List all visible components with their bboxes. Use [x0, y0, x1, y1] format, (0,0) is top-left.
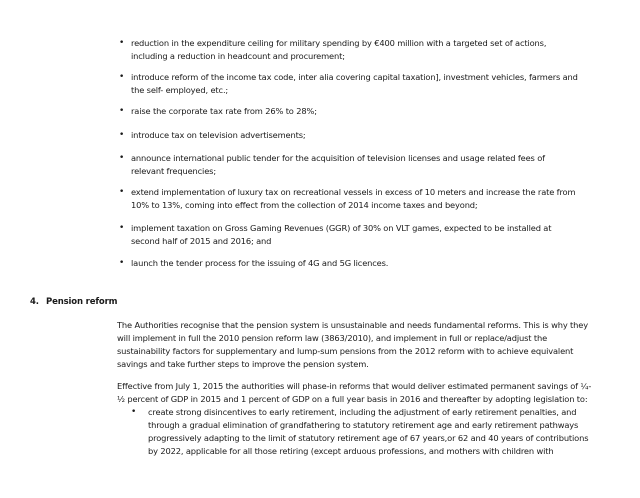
bullet-line: reduction in the expenditure ceiling for military spending by €400 million with a targeted set of actions,	[131, 38, 547, 48]
bullet-line: raise the corporate tax rate from 26% to 28%;	[131, 106, 317, 116]
bullet-line: extend implementation of luxury tax on recreational vessels in excess of 10 meters and increase the rate from	[131, 187, 576, 197]
section-heading	[30, 296, 117, 309]
bullet-icon: •	[119, 130, 125, 140]
bullet-item	[119, 37, 591, 63]
bullet-line: create strong disincentives to early retirement, including the adjustment of early retirement penalties, and	[148, 407, 577, 417]
bullet-item	[119, 129, 591, 142]
bullet-item	[119, 152, 591, 178]
pension-paragraph-1	[117, 319, 617, 371]
bullet-line: progressively adapting to the limit of statutory retirement age of 67 years,or 62 and 40 years of contributions	[148, 433, 589, 443]
paragraph-line: savings and take further steps to improve the pension system.	[117, 359, 369, 369]
bullet-line: 10% to 13%, coming into effect from the collection of 2014 income taxes and beyond;	[131, 200, 478, 210]
bullet-line: relevant frequencies;	[131, 166, 216, 176]
bullet-line: introduce tax on television advertisements;	[131, 130, 306, 140]
bullet-item	[119, 222, 591, 248]
bullet-icon: •	[119, 223, 125, 233]
section-title: Pension reform	[46, 297, 118, 307]
paragraph-line: Effective from July 1, 2015 the authorities will phase-in reforms that would deliver estimated permanent savings of ¼-	[117, 381, 592, 391]
paragraph-line: sustainability factors for supplementary and lump-sum pensions from the 2012 reform with to achieve equivalent	[117, 346, 574, 356]
bullet-icon: •	[119, 38, 125, 48]
bullet-icon: •	[119, 106, 125, 116]
paragraph-line: will implement in full the 2010 pension reform law (3863/2010), and implement in full or replace/adjust the	[117, 333, 548, 343]
bullet-line: the self- employed, etc.;	[131, 85, 229, 95]
bullet-item	[119, 257, 591, 270]
pension-bullet-item	[131, 406, 618, 458]
bullet-line: introduce reform of the income tax code, inter alia covering capital taxation], investment vehicles, farmers and	[131, 72, 578, 82]
bullet-line: including a reduction in headcount and procurement;	[131, 51, 345, 61]
bullet-icon: •	[119, 153, 125, 163]
paragraph-line: ½ percent of GDP in 2015 and 1 percent of GDP on a full year basis in 2016 and thereafter by adopting legislation to:	[117, 394, 588, 404]
bullet-line: announce international public tender for the acquisition of television licenses and usage related fees of	[131, 153, 545, 163]
pension-paragraph-2	[117, 380, 617, 406]
bullet-icon: •	[119, 72, 125, 82]
bullet-line: through a gradual elimination of grandfathering to statutory retirement age and early retirement pathways	[148, 420, 579, 430]
bullet-line: second half of 2015 and 2016; and	[131, 236, 272, 246]
bullet-icon: •	[119, 258, 125, 268]
bullet-icon: •	[131, 407, 137, 417]
bullet-item	[119, 186, 591, 212]
section-number: 4.	[30, 297, 39, 307]
bullet-item	[119, 105, 591, 118]
bullet-icon: •	[119, 187, 125, 197]
bullet-item	[119, 71, 591, 97]
paragraph-line: The Authorities recognise that the pension system is unsustainable and needs fundamental reforms. This is why they	[117, 320, 588, 330]
bullet-line: by 2022, applicable for all those retiring (except arduous professions, and mothers with children with	[148, 446, 554, 456]
bullet-line: implement taxation on Gross Gaming Revenues (GGR) of 30% on VLT games, expected to be installed at	[131, 223, 552, 233]
bullet-line: launch the tender process for the issuing of 4G and 5G licences.	[131, 258, 389, 268]
